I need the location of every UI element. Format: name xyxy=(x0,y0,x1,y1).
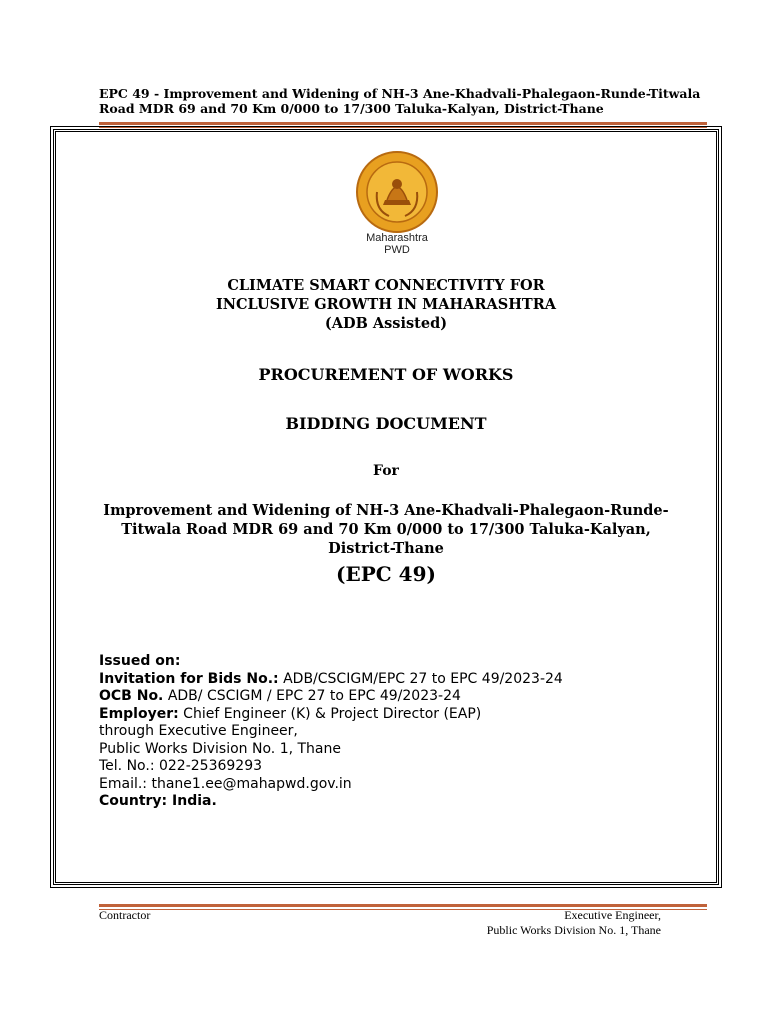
bid-info-block xyxy=(99,653,563,811)
footer-signatory-line-2: Public Works Division No. 1, Thane xyxy=(486,923,661,937)
footer-signatory-line-1: Executive Engineer, xyxy=(564,908,661,922)
email: Email.: thane1.ee@mahapwd.gov.in xyxy=(99,775,352,792)
project-title-line-3: (ADB Assisted) xyxy=(324,315,448,332)
work-title-line-2: Titwala Road MDR 69 and 70 Km 0/000 to 17/300 Taluka-Kalyan, xyxy=(121,521,651,538)
logo-line-1: Maharashtra xyxy=(366,232,428,244)
maharashtra-pwd-seal-icon xyxy=(355,150,439,234)
logo-line-2: PWD xyxy=(384,244,410,256)
package-code: (EPC 49) xyxy=(336,562,436,586)
employer-label: Employer: xyxy=(99,705,179,722)
work-title-line-1: Improvement and Widening of NH-3 Ane-Khadvali-Phalegaon-Runde- xyxy=(103,502,669,519)
division-line: Public Works Division No. 1, Thane xyxy=(99,740,341,757)
work-title xyxy=(60,501,712,558)
ifb-value: ADB/CSCIGM/EPC 27 to EPC 49/2023-24 xyxy=(283,670,563,687)
issued-on-label: Issued on: xyxy=(99,653,181,669)
country: Country: India. xyxy=(99,793,217,809)
header-rule xyxy=(99,122,707,128)
footer-contractor: Contractor xyxy=(99,908,151,922)
footer-signatory xyxy=(440,908,661,938)
ocb-value: ADB/ CSCIGM / EPC 27 to EPC 49/2023-24 xyxy=(167,688,461,704)
ocb-label: OCB No. xyxy=(99,688,164,704)
for-label: For xyxy=(373,463,399,479)
telephone: Tel. No.: 022-25369293 xyxy=(99,758,263,774)
logo-caption xyxy=(330,232,464,256)
through-line: through Executive Engineer, xyxy=(99,723,298,739)
page-header: EPC 49 - Improvement and Widening of NH-3 Ane-Khadvali-Phalegaon-Runde-Titwala Road MDR 69 and 70 Km 0/000 to 17/300 Taluka-Kalyan, District-Thane xyxy=(99,86,701,116)
project-title xyxy=(60,276,712,333)
project-title-line-2: INCLUSIVE GROWTH IN MAHARASHTRA xyxy=(215,296,556,313)
procurement-heading: PROCUREMENT OF WORKS xyxy=(258,365,514,384)
work-title-line-3: District-Thane xyxy=(328,540,444,557)
ifb-label: Invitation for Bids No.: xyxy=(99,670,279,687)
document-type-heading: BIDDING DOCUMENT xyxy=(285,414,487,433)
employer-value: Chief Engineer (K) & Project Director (EAP) xyxy=(183,705,482,722)
project-title-line-1: CLIMATE SMART CONNECTIVITY FOR xyxy=(227,277,545,294)
